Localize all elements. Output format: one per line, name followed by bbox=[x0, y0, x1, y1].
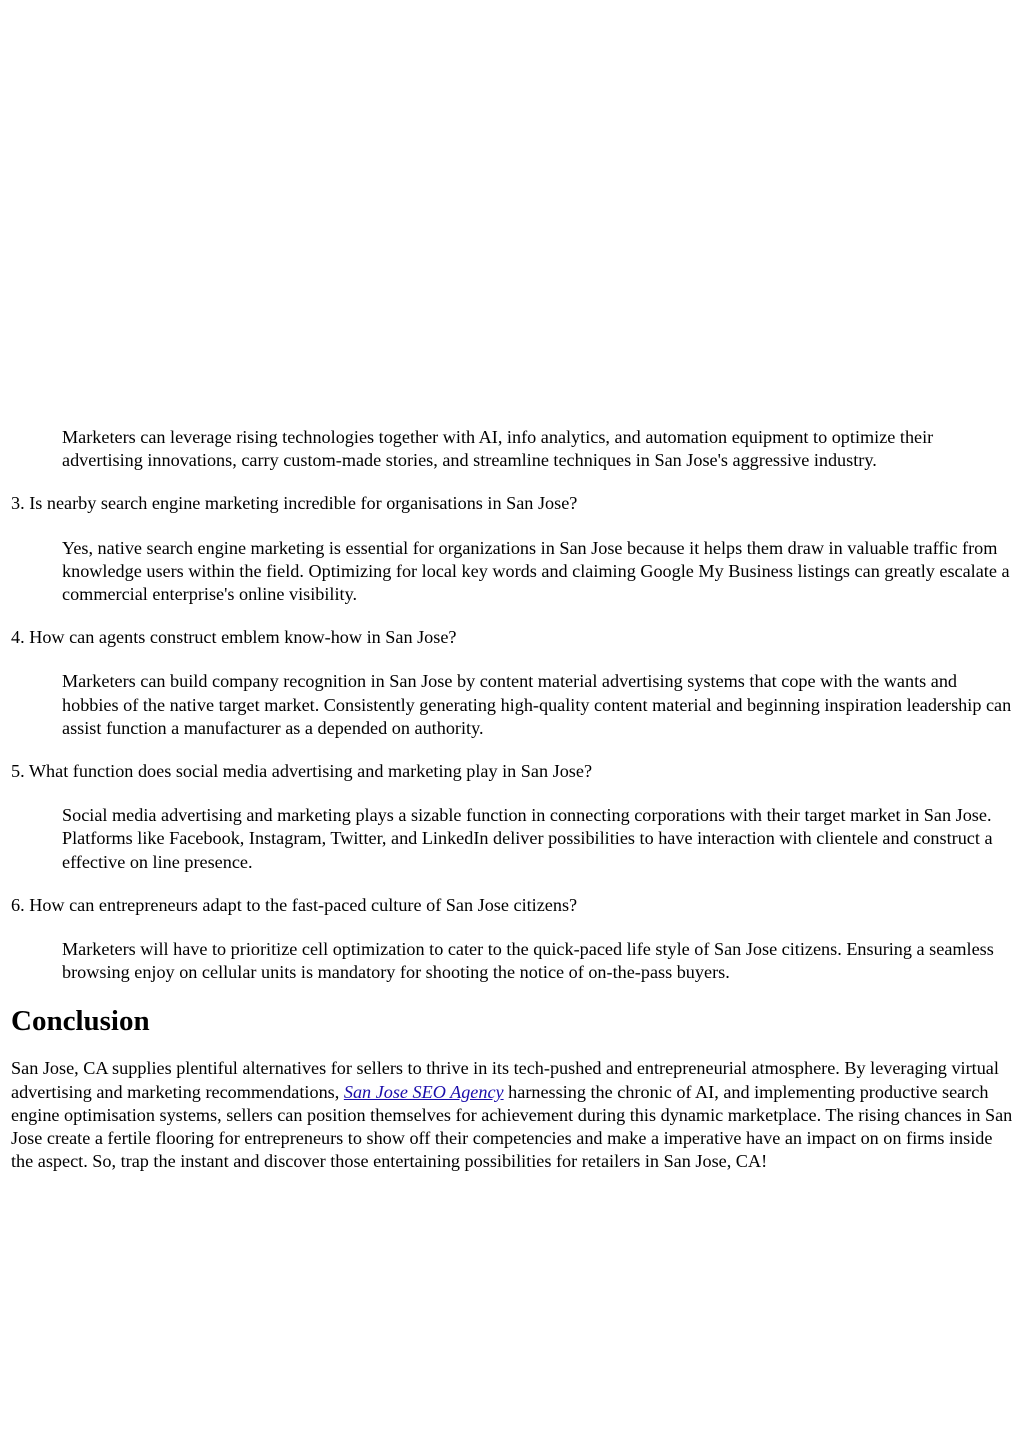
conclusion-text-after-link: harnessing the chronic of AI, and implementing productive search engine optimisation systems, sellers can position themselves for achievement during this dynamic marketplace. The rising chances in San Jose create a fertile flooring for entrepreneurs to show off their competencies and make a imperative have an impact on on firms inside the aspect. So, trap the instant and discover those entertaining possibilities for retailers in San Jose, CA! bbox=[11, 1081, 1013, 1172]
faq-answer-5: Social media advertising and marketing plays a sizable function in connecting corporations with their target market in San Jose. Platforms like Facebook, Instagram, Twitter, and LinkedIn deliver possibilities to have interaction with clientele and construct a effective on line presence. bbox=[62, 805, 993, 872]
faq-question-3: 3. Is nearby search engine marketing incredible for organisations in San Jose? bbox=[11, 493, 578, 514]
faq-answer-6: Marketers will have to prioritize cell optimization to cater to the quick-paced life style of San Jose citizens. Ensuring a seamless browsing enjoy on cellular units is mandatory for shooting the notice of on-the-pass buyers. bbox=[62, 939, 994, 983]
conclusion-heading: Conclusion bbox=[11, 1005, 150, 1038]
faq-question-5: 5. What function does social media advertising and marketing play in San Jose? bbox=[11, 761, 593, 782]
conclusion-text-before-link: San Jose, CA supplies plentiful alternatives for sellers to thrive in its tech-pushed and entrepreneurial atmosphere. By leveraging virtual advertising and marketing recommendations, bbox=[11, 1058, 999, 1102]
faq-question-4: 4. How can agents construct emblem know-how in San Jose? bbox=[11, 627, 457, 648]
article-content bbox=[11, 426, 1015, 1173]
faq-answer-2: Marketers can leverage rising technologies together with AI, info analytics, and automation equipment to optimize their advertising innovations, carry custom-made stories, and streamline techniques in San Jose's aggressive industry. bbox=[62, 427, 934, 471]
faq-answer-3: Yes, native search engine marketing is essential for organizations in San Jose because it helps them draw in valuable traffic from knowledge users within the field. Optimizing for local key words and claiming Google My Business listings can greatly escalate a commercial enterprise's online visibility. bbox=[62, 537, 1010, 605]
faq-answer-4: Marketers can build company recognition in San Jose by content material advertising systems that cope with the wants and hobbies of the native target market. Consistently generating high-quality content material and beginning inspiration leadership can assist function a manufacturer as a depended on authority. bbox=[62, 671, 1012, 738]
faq-question-6: 6. How can entrepreneurs adapt to the fast-paced culture of San Jose citizens? bbox=[11, 894, 578, 915]
conclusion-paragraph bbox=[11, 1057, 1015, 1173]
san-jose-seo-agency-link[interactable]: San Jose SEO Agency bbox=[343, 1081, 504, 1102]
